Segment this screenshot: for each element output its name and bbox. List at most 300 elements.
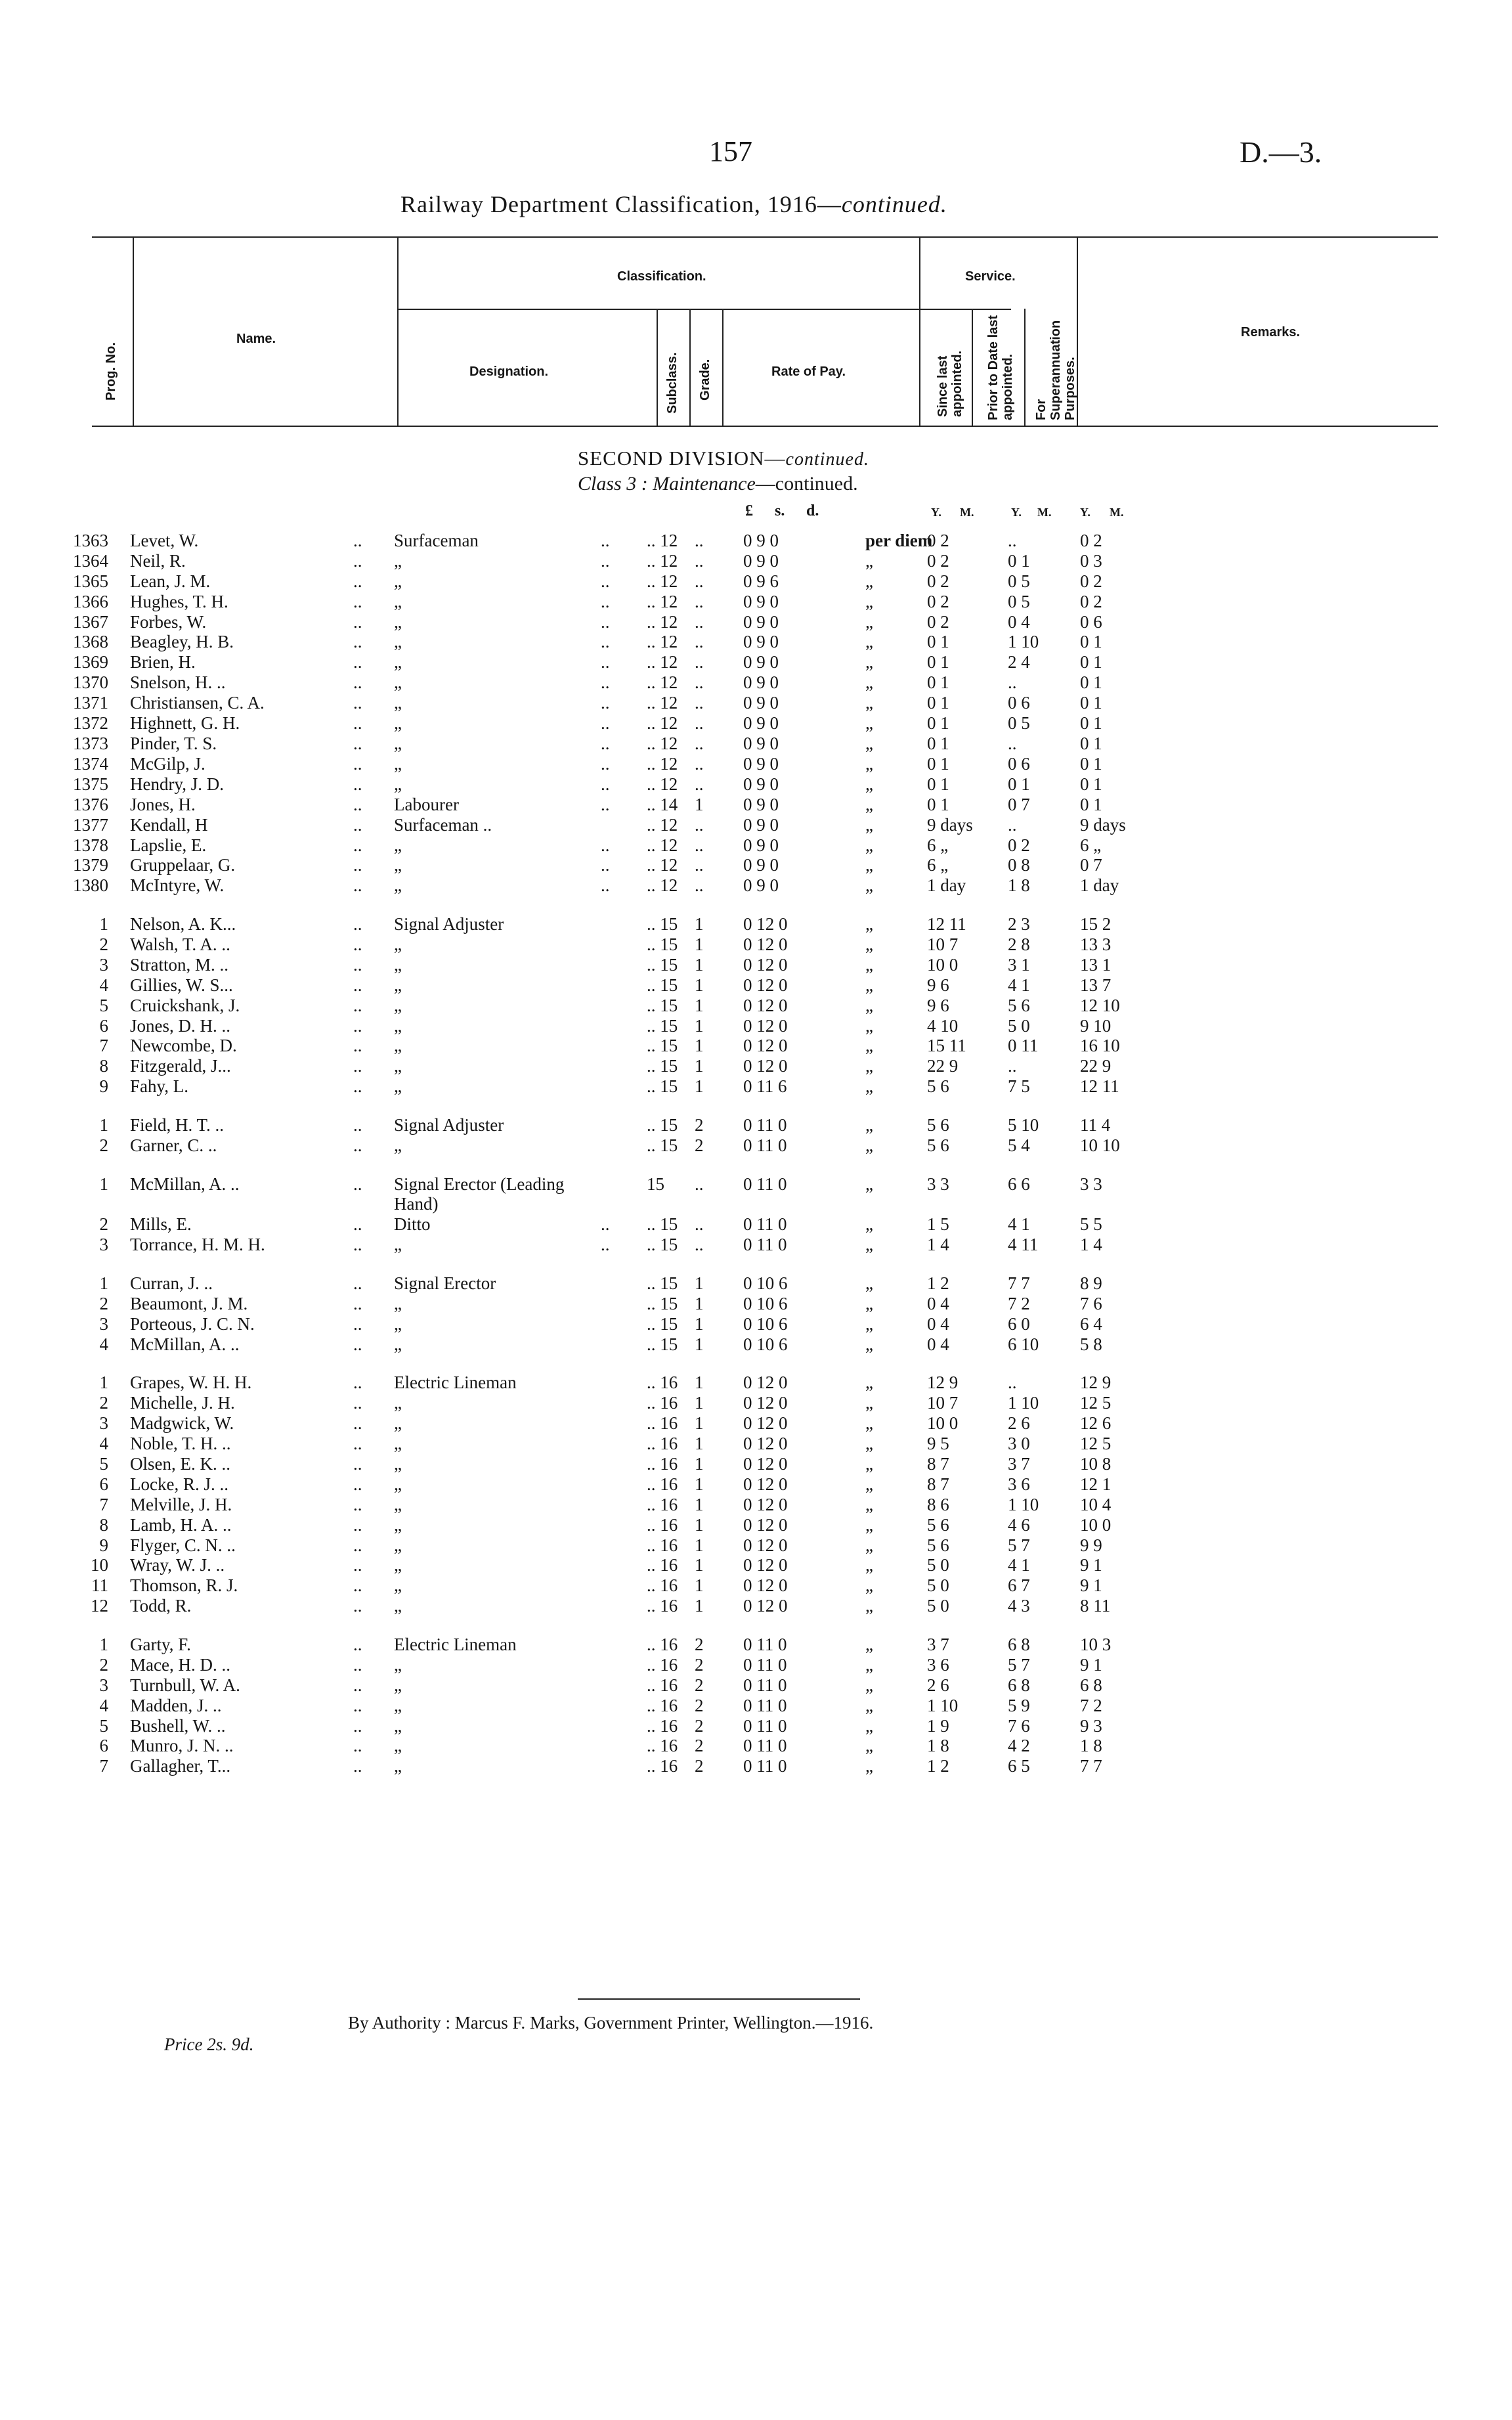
- grade: 1: [695, 1555, 704, 1575]
- leader-dots: ..: [353, 1655, 362, 1675]
- prior-service: 4 11: [1008, 1235, 1039, 1254]
- since-last-appointed: 6 „: [927, 855, 949, 875]
- table-row: [0, 612, 1512, 632]
- designation: „: [394, 571, 402, 591]
- superannuation-service: 0 1: [1080, 795, 1102, 814]
- prior-service: 0 5: [1008, 571, 1030, 591]
- pay-period: „: [865, 815, 873, 835]
- since-last-appointed: 3 7: [927, 1635, 949, 1654]
- designation: „: [394, 1294, 402, 1313]
- pay-period: „: [865, 592, 873, 611]
- grade: 2: [695, 1736, 704, 1755]
- leader-dots: ..: [353, 1214, 362, 1234]
- leader-dots: ..: [353, 1393, 362, 1413]
- leader-dots: ..: [353, 795, 362, 814]
- prior-service: 3 7: [1008, 1454, 1030, 1474]
- rate-of-pay: 0 11 6: [743, 1076, 787, 1096]
- table-row: [0, 1413, 1512, 1433]
- pay-period: „: [865, 1696, 873, 1715]
- superannuation-service: 7 6: [1080, 1294, 1102, 1313]
- prog-no: 11: [91, 1575, 108, 1595]
- employee-name: Christiansen, C. A.: [130, 693, 265, 713]
- pay-period: „: [865, 1076, 873, 1096]
- designation: „: [394, 875, 402, 895]
- subclass: .. 16: [647, 1373, 678, 1392]
- prog-no: 7: [99, 1756, 108, 1776]
- superannuation-service: 7 2: [1080, 1696, 1102, 1715]
- pay-period: „: [865, 1294, 873, 1313]
- subclass: .. 12: [647, 713, 678, 733]
- since-last-appointed: 0 1: [927, 795, 949, 814]
- grade: 2: [695, 1756, 704, 1776]
- grade: 1: [695, 914, 704, 934]
- leader-dots: ..: [353, 975, 362, 995]
- pay-period: „: [865, 1413, 873, 1433]
- superannuation-service: 10 0: [1080, 1515, 1112, 1535]
- table-row: [0, 672, 1512, 692]
- rate-of-pay: 0 10 6: [743, 1273, 788, 1293]
- prior-service: 7 2: [1008, 1294, 1030, 1313]
- designation: „: [394, 1314, 402, 1334]
- pay-period: „: [865, 1575, 873, 1595]
- table-row: [0, 1596, 1512, 1616]
- prior-service: 2 6: [1008, 1413, 1030, 1433]
- subclass: .. 12: [647, 815, 678, 835]
- superannuation-service: 5 8: [1080, 1334, 1102, 1354]
- subclass: .. 12: [647, 754, 678, 774]
- prior-service: ..: [1008, 1373, 1017, 1392]
- pay-period: „: [865, 612, 873, 632]
- superannuation-service: 12 5: [1080, 1434, 1112, 1453]
- subclass: .. 15: [647, 1235, 678, 1254]
- designation: „: [394, 1056, 402, 1076]
- employee-name: Levet, W.: [130, 531, 199, 550]
- designation: „: [394, 1076, 402, 1096]
- superannuation-service: 3 3: [1080, 1174, 1102, 1194]
- table-row: [0, 1716, 1512, 1736]
- leader-dots: ..: [353, 1235, 362, 1254]
- employee-name: Wray, W. J. ..: [130, 1555, 225, 1575]
- grade: 1: [695, 795, 704, 814]
- superannuation-service: 8 11: [1080, 1596, 1111, 1616]
- employee-name: Pinder, T. S.: [130, 734, 217, 753]
- superannuation-service: 10 4: [1080, 1495, 1112, 1514]
- employee-name: McIntyre, W.: [130, 875, 225, 895]
- designation: „: [394, 1016, 402, 1036]
- employee-name: Nelson, A. K...: [130, 914, 236, 934]
- subclass: .. 16: [647, 1575, 678, 1595]
- prog-no: 5: [99, 1454, 108, 1474]
- rate-of-pay: 0 11 0: [743, 1214, 787, 1234]
- superannuation-service: 0 6: [1080, 612, 1102, 632]
- leader-dots: ..: [353, 855, 362, 875]
- employee-name: Beagley, H. B.: [130, 632, 234, 651]
- since-last-appointed: 12 9: [927, 1373, 959, 1392]
- grade: ..: [695, 774, 704, 794]
- prog-no: 10: [91, 1555, 108, 1575]
- since-last-appointed: 0 1: [927, 713, 949, 733]
- grade: 1: [695, 996, 704, 1015]
- since-last-appointed: 0 2: [927, 571, 949, 591]
- grade: 1: [695, 1036, 704, 1055]
- employee-name: Snelson, H. ..: [130, 672, 226, 692]
- prog-no: 1374: [73, 754, 108, 774]
- grade: 2: [695, 1135, 704, 1155]
- leader-dots: ..: [353, 734, 362, 753]
- table-row: [0, 914, 1512, 934]
- header-name: Name.: [236, 332, 276, 346]
- grade: ..: [695, 551, 704, 571]
- subclass: .. 12: [647, 632, 678, 651]
- prog-no: 2: [99, 1294, 108, 1313]
- designation: „: [394, 551, 402, 571]
- rate-of-pay: 0 9 0: [743, 754, 779, 774]
- pay-period: „: [865, 734, 873, 753]
- subclass: .. 16: [647, 1495, 678, 1514]
- table-row: [0, 1016, 1512, 1036]
- rate-of-pay: 0 12 0: [743, 1454, 788, 1474]
- prog-no: 1378: [73, 835, 108, 855]
- subclass: .. 15: [647, 1214, 678, 1234]
- prior-service: 4 1: [1008, 1214, 1030, 1234]
- rate-of-pay: 0 11 0: [743, 1736, 787, 1755]
- pay-period: „: [865, 754, 873, 774]
- subclass: .. 15: [647, 1273, 678, 1293]
- leader-dots: ..: [353, 1555, 362, 1575]
- superannuation-service: 0 1: [1080, 652, 1102, 672]
- designation: Labourer: [394, 795, 459, 814]
- pay-period: „: [865, 935, 873, 954]
- leader-dots: ..: [353, 815, 362, 835]
- pay-period: „: [865, 1535, 873, 1555]
- prog-no: 2: [99, 1214, 108, 1234]
- grade: 1: [695, 1076, 704, 1096]
- leader-dots: ..: [353, 774, 362, 794]
- prog-no: 5: [99, 996, 108, 1015]
- unit-since-years: Y.: [931, 506, 941, 519]
- grade: 1: [695, 1495, 704, 1514]
- employee-name: Noble, T. H. ..: [130, 1434, 231, 1453]
- grade: ..: [695, 815, 704, 835]
- rate-of-pay: 0 12 0: [743, 1535, 788, 1555]
- prior-service: 6 7: [1008, 1575, 1030, 1595]
- employee-name: Garty, F.: [130, 1635, 191, 1654]
- pay-period: „: [865, 551, 873, 571]
- subclass: .. 15: [647, 1056, 678, 1076]
- leader-dots: ..: [601, 551, 610, 571]
- designation: Signal Adjuster: [394, 914, 504, 934]
- table-row: [0, 1474, 1512, 1494]
- rate-of-pay: 0 10 6: [743, 1294, 788, 1313]
- employee-name: Hughes, T. H.: [130, 592, 228, 611]
- division-continued: continued.: [785, 449, 869, 470]
- header-prior-to-date: Prior to Date last appointed.: [986, 315, 1015, 420]
- subclass: .. 12: [647, 855, 678, 875]
- header-since-last: Since last appointed.: [936, 350, 964, 417]
- rate-of-pay: 0 12 0: [743, 1555, 788, 1575]
- prog-no: 1377: [73, 815, 108, 835]
- since-last-appointed: 5 6: [927, 1076, 949, 1096]
- col-rule-pay: [919, 236, 920, 427]
- leader-dots: ..: [353, 1736, 362, 1755]
- subclass: .. 12: [647, 652, 678, 672]
- since-last-appointed: 1 2: [927, 1756, 949, 1776]
- designation: „: [394, 1413, 402, 1433]
- superannuation-service: 10 10: [1080, 1135, 1120, 1155]
- employee-name: Stratton, M. ..: [130, 955, 229, 975]
- subclass: .. 16: [647, 1635, 678, 1654]
- table-row: [0, 693, 1512, 713]
- prior-service: 0 11: [1008, 1036, 1039, 1055]
- grade: ..: [695, 612, 704, 632]
- subclass: .. 12: [647, 774, 678, 794]
- rate-of-pay: 0 10 6: [743, 1314, 788, 1334]
- subclass: .. 15: [647, 935, 678, 954]
- pay-period: „: [865, 1675, 873, 1695]
- leader-dots: ..: [353, 1056, 362, 1076]
- since-last-appointed: 8 7: [927, 1474, 949, 1494]
- rate-of-pay: 0 9 0: [743, 774, 779, 794]
- prior-service: 7 5: [1008, 1076, 1030, 1096]
- table-row: [0, 1655, 1512, 1675]
- table-row: [0, 935, 1512, 954]
- pay-period: „: [865, 835, 873, 855]
- designation: „: [394, 1535, 402, 1555]
- footer-rule: [578, 1998, 860, 2000]
- superannuation-service: 13 1: [1080, 955, 1112, 975]
- superannuation-service: 1 4: [1080, 1235, 1102, 1254]
- since-last-appointed: 5 6: [927, 1135, 949, 1155]
- pay-period: „: [865, 1273, 873, 1293]
- since-last-appointed: 10 0: [927, 1413, 959, 1433]
- prog-no: 1368: [73, 632, 108, 651]
- superannuation-service: 9 3: [1080, 1716, 1102, 1736]
- pay-period: „: [865, 1736, 873, 1755]
- rate-of-pay: 0 12 0: [743, 1036, 788, 1055]
- subclass: .. 12: [647, 551, 678, 571]
- designation: „: [394, 1334, 402, 1354]
- leader-dots: ..: [601, 1214, 610, 1234]
- leader-dots: ..: [353, 875, 362, 895]
- col-rule-prior: [1024, 309, 1026, 427]
- subclass: .. 12: [647, 571, 678, 591]
- leader-dots: ..: [353, 1756, 362, 1776]
- header-service: Service.: [965, 269, 1016, 284]
- pay-period: „: [865, 713, 873, 733]
- rate-of-pay: 0 12 0: [743, 914, 788, 934]
- designation: Surfaceman: [394, 531, 479, 550]
- employee-name: Lapslie, E.: [130, 835, 207, 855]
- division-heading: [578, 447, 869, 470]
- grade: 2: [695, 1655, 704, 1675]
- superannuation-service: 9 1: [1080, 1575, 1102, 1595]
- employee-name: Beaumont, J. M.: [130, 1294, 248, 1313]
- col-rule-grade: [722, 309, 724, 427]
- prog-no: 6: [99, 1736, 108, 1755]
- designation: „: [394, 612, 402, 632]
- grade: ..: [695, 1235, 704, 1254]
- rate-of-pay: 0 11 0: [743, 1655, 787, 1675]
- since-last-appointed: 9 days: [927, 815, 973, 835]
- leader-dots: ..: [353, 1495, 362, 1514]
- col-rule-prog: [133, 236, 134, 427]
- designation: „: [394, 955, 402, 975]
- superannuation-service: 0 1: [1080, 774, 1102, 794]
- class-name: Maintenance: [653, 473, 756, 495]
- employee-name: Lamb, H. A. ..: [130, 1515, 232, 1535]
- since-last-appointed: 8 6: [927, 1495, 949, 1514]
- table-row: [0, 1056, 1512, 1076]
- since-last-appointed: 0 1: [927, 774, 949, 794]
- superannuation-service: 9 9: [1080, 1535, 1102, 1555]
- employee-name: Highnett, G. H.: [130, 713, 240, 733]
- rate-of-pay: 0 9 0: [743, 713, 779, 733]
- subclass: .. 16: [647, 1756, 678, 1776]
- table-row: [0, 754, 1512, 774]
- since-last-appointed: 5 6: [927, 1515, 949, 1535]
- grade: ..: [695, 652, 704, 672]
- rate-of-pay: 0 12 0: [743, 1515, 788, 1535]
- since-last-appointed: 0 2: [927, 612, 949, 632]
- table-row: [0, 571, 1512, 591]
- designation: Signal Erector: [394, 1273, 496, 1293]
- employee-name: Cruickshank, J.: [130, 996, 240, 1015]
- rate-of-pay: 0 12 0: [743, 1495, 788, 1514]
- rate-of-pay: 0 9 0: [743, 815, 779, 835]
- header-designation: Designation.: [469, 364, 549, 379]
- table-row: [0, 1555, 1512, 1575]
- superannuation-service: 11 4: [1080, 1115, 1111, 1135]
- rate-of-pay: 0 9 0: [743, 531, 779, 550]
- designation: „: [394, 1655, 402, 1675]
- since-last-appointed: 0 1: [927, 632, 949, 651]
- employee-name: Madden, J. ..: [130, 1696, 222, 1715]
- designation: „: [394, 713, 402, 733]
- leader-dots: ..: [353, 935, 362, 954]
- designation: „: [394, 996, 402, 1015]
- pay-period: „: [865, 1515, 873, 1535]
- leader-dots: ..: [353, 1334, 362, 1354]
- superannuation-service: 9 1: [1080, 1655, 1102, 1675]
- designation: Electric Lineman: [394, 1635, 517, 1654]
- prog-no: 1363: [73, 531, 108, 550]
- table-row: [0, 1515, 1512, 1535]
- table-row: [0, 1174, 1512, 1194]
- grade: 1: [695, 955, 704, 975]
- employee-name: Field, H. T. ..: [130, 1115, 225, 1135]
- rate-of-pay: 0 10 6: [743, 1334, 788, 1354]
- designation: „: [394, 1575, 402, 1595]
- leader-dots: ..: [601, 754, 610, 774]
- grade: ..: [695, 855, 704, 875]
- superannuation-service: 1 8: [1080, 1736, 1102, 1755]
- subclass: .. 16: [647, 1696, 678, 1715]
- prog-no: 3: [99, 1675, 108, 1695]
- designation: „: [394, 592, 402, 611]
- leader-dots: ..: [353, 1076, 362, 1096]
- pay-period: „: [865, 1135, 873, 1155]
- unit-super-months: M.: [1110, 506, 1124, 519]
- subclass: .. 16: [647, 1736, 678, 1755]
- leader-dots: ..: [353, 1696, 362, 1715]
- prog-no: 2: [99, 935, 108, 954]
- leader-dots: ..: [353, 571, 362, 591]
- pay-period: per diem: [865, 531, 933, 550]
- pay-period: „: [865, 795, 873, 814]
- pay-period: „: [865, 1393, 873, 1413]
- employee-name: Forbes, W.: [130, 612, 207, 632]
- prog-no: 8: [99, 1056, 108, 1076]
- since-last-appointed: 10 0: [927, 955, 959, 975]
- subclass: .. 12: [647, 734, 678, 753]
- unit-pence: d.: [806, 502, 819, 519]
- designation: „: [394, 734, 402, 753]
- superannuation-service: 6 8: [1080, 1675, 1102, 1695]
- pay-period: „: [865, 875, 873, 895]
- prog-no: 2: [99, 1393, 108, 1413]
- superannuation-service: 6 „: [1080, 835, 1102, 855]
- employee-name: Brien, H.: [130, 652, 196, 672]
- leader-dots: ..: [353, 693, 362, 713]
- grade: 1: [695, 1393, 704, 1413]
- pay-period: „: [865, 1036, 873, 1055]
- grade: ..: [695, 713, 704, 733]
- leader-dots: ..: [601, 875, 610, 895]
- leader-dots: ..: [353, 1675, 362, 1695]
- grade: ..: [695, 571, 704, 591]
- designation: „: [394, 1495, 402, 1514]
- table-row: [0, 1495, 1512, 1514]
- prog-no: 1: [99, 1635, 108, 1654]
- prior-service: 2 3: [1008, 914, 1030, 934]
- subclass: .. 16: [647, 1716, 678, 1736]
- superannuation-service: 0 2: [1080, 571, 1102, 591]
- rate-of-pay: 0 9 0: [743, 632, 779, 651]
- since-last-appointed: 3 6: [927, 1655, 949, 1675]
- designation: „: [394, 1235, 402, 1254]
- prior-service: 6 8: [1008, 1635, 1030, 1654]
- designation: „: [394, 1555, 402, 1575]
- employee-name: Locke, R. J. ..: [130, 1474, 228, 1494]
- prog-no: 1: [99, 1373, 108, 1392]
- prog-no: 1380: [73, 875, 108, 895]
- prior-service: 1 10: [1008, 632, 1039, 651]
- grade: 1: [695, 1454, 704, 1474]
- since-last-appointed: 0 1: [927, 693, 949, 713]
- leader-dots: ..: [353, 1716, 362, 1736]
- rate-of-pay: 0 11 0: [743, 1716, 787, 1736]
- leader-dots: ..: [601, 652, 610, 672]
- col-rule-since: [972, 309, 973, 427]
- prior-service: 0 6: [1008, 754, 1030, 774]
- title-main: Railway Department Classification, 1916—: [400, 191, 842, 217]
- grade: ..: [695, 1174, 704, 1194]
- employee-name: Garner, C. ..: [130, 1135, 217, 1155]
- rate-of-pay: 0 12 0: [743, 975, 788, 995]
- employee-name: Thomson, R. J.: [130, 1575, 238, 1595]
- subclass: .. 12: [647, 612, 678, 632]
- table-row: [0, 1235, 1512, 1254]
- designation: Ditto: [394, 1214, 431, 1234]
- employee-name: McMillan, A. ..: [130, 1174, 240, 1194]
- pay-period: „: [865, 1454, 873, 1474]
- leader-dots: ..: [353, 1115, 362, 1135]
- designation: Electric Lineman: [394, 1373, 517, 1392]
- table-row: [0, 1696, 1512, 1715]
- subclass: .. 16: [647, 1474, 678, 1494]
- grade: 2: [695, 1115, 704, 1135]
- header-subclass: Subclass.: [665, 352, 680, 414]
